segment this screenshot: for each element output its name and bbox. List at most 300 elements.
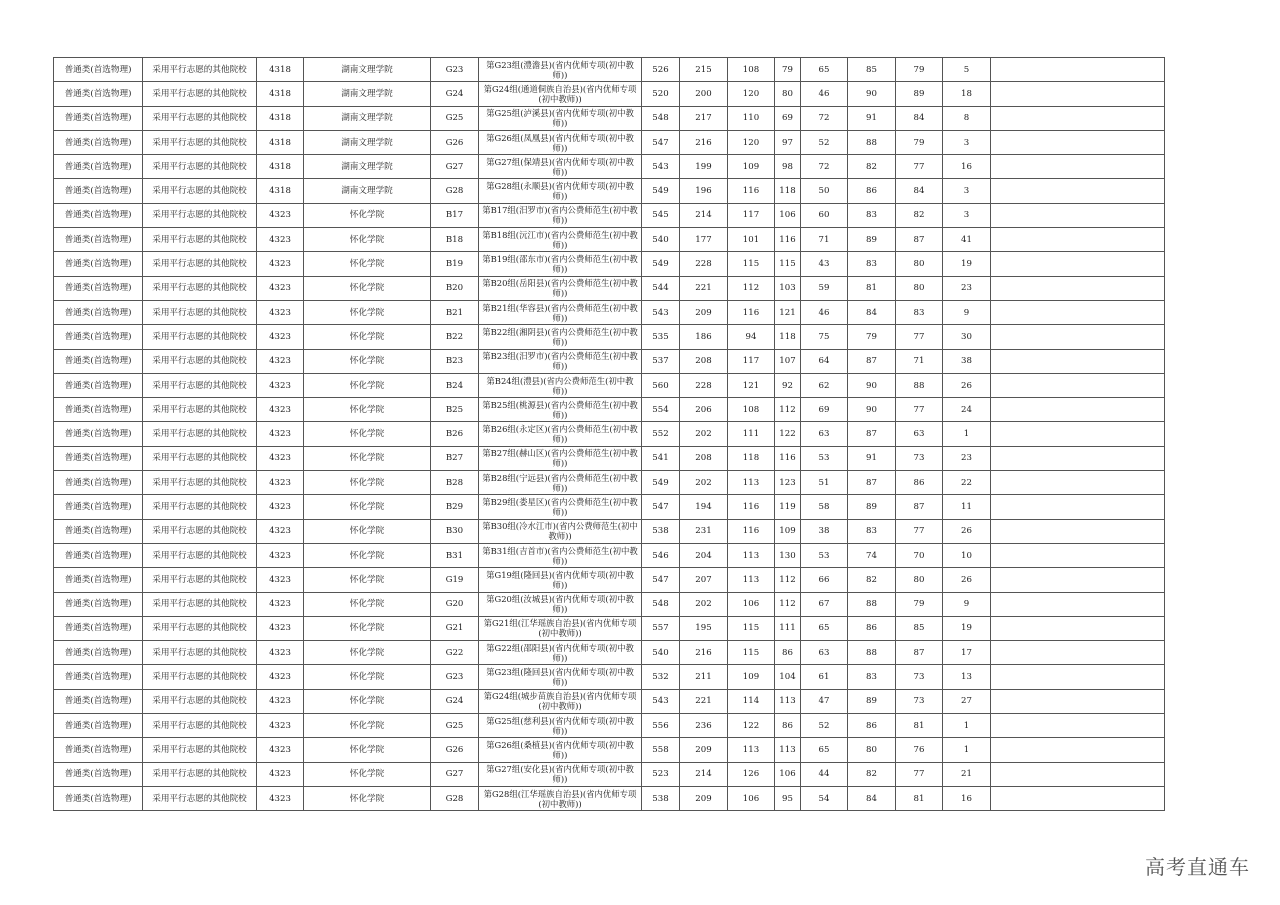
group-name-cell: 第B18组(沅江市)(省内公费师范生(初中教师)) bbox=[479, 228, 642, 252]
subject-score-3-cell: 95 bbox=[775, 786, 801, 810]
subject-score-2-cell: 106 bbox=[728, 786, 775, 810]
subject-score-4-cell: 69 bbox=[801, 398, 848, 422]
group-code-cell: B28 bbox=[431, 471, 479, 495]
batch-cell: 采用平行志愿的其他院校 bbox=[143, 349, 257, 373]
school-code-cell: 4323 bbox=[257, 422, 304, 446]
count-cell: 1 bbox=[943, 714, 991, 738]
subject-score-5-cell: 89 bbox=[848, 689, 896, 713]
table-row bbox=[54, 592, 1165, 616]
subject-score-5-cell: 87 bbox=[848, 422, 896, 446]
category-cell: 普通类(首选物理) bbox=[54, 616, 143, 640]
group-code-cell: B24 bbox=[431, 373, 479, 397]
score-cell: 557 bbox=[642, 616, 680, 640]
count-cell: 3 bbox=[943, 130, 991, 154]
count-cell: 13 bbox=[943, 665, 991, 689]
subject-score-5-cell: 88 bbox=[848, 130, 896, 154]
subject-score-5-cell: 89 bbox=[848, 228, 896, 252]
subject-score-6-cell: 84 bbox=[896, 106, 943, 130]
subject-score-1-cell: 202 bbox=[680, 422, 728, 446]
subject-score-3-cell: 130 bbox=[775, 543, 801, 567]
subject-score-4-cell: 72 bbox=[801, 155, 848, 179]
note-cell bbox=[991, 495, 1165, 519]
school-code-cell: 4323 bbox=[257, 228, 304, 252]
subject-score-6-cell: 63 bbox=[896, 422, 943, 446]
subject-score-2-cell: 116 bbox=[728, 300, 775, 324]
note-cell bbox=[991, 179, 1165, 203]
subject-score-5-cell: 86 bbox=[848, 179, 896, 203]
category-cell: 普通类(首选物理) bbox=[54, 106, 143, 130]
table-row bbox=[54, 616, 1165, 640]
group-code-cell: B22 bbox=[431, 325, 479, 349]
subject-score-1-cell: 195 bbox=[680, 616, 728, 640]
subject-score-4-cell: 65 bbox=[801, 738, 848, 762]
category-cell: 普通类(首选物理) bbox=[54, 325, 143, 349]
batch-cell: 采用平行志愿的其他院校 bbox=[143, 665, 257, 689]
subject-score-2-cell: 115 bbox=[728, 616, 775, 640]
category-cell: 普通类(首选物理) bbox=[54, 252, 143, 276]
school-name-cell: 怀化学院 bbox=[304, 373, 431, 397]
count-cell: 26 bbox=[943, 568, 991, 592]
table-row bbox=[54, 762, 1165, 786]
table-row bbox=[54, 714, 1165, 738]
school-name-cell: 怀化学院 bbox=[304, 422, 431, 446]
subject-score-2-cell: 115 bbox=[728, 252, 775, 276]
category-cell: 普通类(首选物理) bbox=[54, 203, 143, 227]
subject-score-2-cell: 120 bbox=[728, 82, 775, 106]
subject-score-5-cell: 83 bbox=[848, 519, 896, 543]
count-cell: 38 bbox=[943, 349, 991, 373]
count-cell: 1 bbox=[943, 738, 991, 762]
batch-cell: 采用平行志愿的其他院校 bbox=[143, 228, 257, 252]
subject-score-6-cell: 81 bbox=[896, 786, 943, 810]
subject-score-5-cell: 87 bbox=[848, 471, 896, 495]
school-name-cell: 湖南文理学院 bbox=[304, 179, 431, 203]
count-cell: 3 bbox=[943, 203, 991, 227]
score-cell: 526 bbox=[642, 58, 680, 82]
school-name-cell: 怀化学院 bbox=[304, 689, 431, 713]
subject-score-3-cell: 92 bbox=[775, 373, 801, 397]
table-row bbox=[54, 568, 1165, 592]
subject-score-5-cell: 83 bbox=[848, 252, 896, 276]
count-cell: 41 bbox=[943, 228, 991, 252]
subject-score-4-cell: 38 bbox=[801, 519, 848, 543]
subject-score-6-cell: 87 bbox=[896, 495, 943, 519]
group-code-cell: G26 bbox=[431, 130, 479, 154]
subject-score-1-cell: 236 bbox=[680, 714, 728, 738]
note-cell bbox=[991, 325, 1165, 349]
subject-score-4-cell: 53 bbox=[801, 446, 848, 470]
school-code-cell: 4323 bbox=[257, 300, 304, 324]
group-name-cell: 第B25组(桃源县)(省内公费师范生(初中教师)) bbox=[479, 398, 642, 422]
subject-score-1-cell: 209 bbox=[680, 738, 728, 762]
subject-score-1-cell: 202 bbox=[680, 471, 728, 495]
group-name-cell: 第B20组(岳阳县)(省内公费师范生(初中教师)) bbox=[479, 276, 642, 300]
batch-cell: 采用平行志愿的其他院校 bbox=[143, 82, 257, 106]
subject-score-4-cell: 61 bbox=[801, 665, 848, 689]
group-name-cell: 第G24组(通道侗族自治县)(省内优师专项(初中教师)) bbox=[479, 82, 642, 106]
subject-score-2-cell: 106 bbox=[728, 592, 775, 616]
group-code-cell: G25 bbox=[431, 106, 479, 130]
school-code-cell: 4323 bbox=[257, 592, 304, 616]
category-cell: 普通类(首选物理) bbox=[54, 738, 143, 762]
subject-score-2-cell: 118 bbox=[728, 446, 775, 470]
subject-score-3-cell: 116 bbox=[775, 228, 801, 252]
group-code-cell: G20 bbox=[431, 592, 479, 616]
batch-cell: 采用平行志愿的其他院校 bbox=[143, 568, 257, 592]
subject-score-1-cell: 216 bbox=[680, 130, 728, 154]
group-code-cell: G27 bbox=[431, 762, 479, 786]
school-name-cell: 怀化学院 bbox=[304, 325, 431, 349]
subject-score-2-cell: 109 bbox=[728, 155, 775, 179]
school-name-cell: 怀化学院 bbox=[304, 495, 431, 519]
note-cell bbox=[991, 689, 1165, 713]
group-name-cell: 第B27组(赫山区)(省内公费师范生(初中教师)) bbox=[479, 446, 642, 470]
school-name-cell: 怀化学院 bbox=[304, 471, 431, 495]
group-name-cell: 第B30组(冷水江市)(省内公费师范生(初中教师)) bbox=[479, 519, 642, 543]
school-name-cell: 怀化学院 bbox=[304, 738, 431, 762]
subject-score-6-cell: 86 bbox=[896, 471, 943, 495]
group-name-cell: 第G28组(江华瑶族自治县)(省内优师专项(初中教师)) bbox=[479, 786, 642, 810]
score-cell: 547 bbox=[642, 130, 680, 154]
count-cell: 9 bbox=[943, 300, 991, 324]
note-cell bbox=[991, 130, 1165, 154]
table-row bbox=[54, 106, 1165, 130]
subject-score-5-cell: 83 bbox=[848, 665, 896, 689]
note-cell bbox=[991, 106, 1165, 130]
category-cell: 普通类(首选物理) bbox=[54, 179, 143, 203]
subject-score-1-cell: 200 bbox=[680, 82, 728, 106]
batch-cell: 采用平行志愿的其他院校 bbox=[143, 106, 257, 130]
group-code-cell: G28 bbox=[431, 786, 479, 810]
category-cell: 普通类(首选物理) bbox=[54, 398, 143, 422]
score-cell: 538 bbox=[642, 786, 680, 810]
table-row bbox=[54, 786, 1165, 810]
note-cell bbox=[991, 568, 1165, 592]
subject-score-6-cell: 73 bbox=[896, 689, 943, 713]
school-code-cell: 4323 bbox=[257, 714, 304, 738]
subject-score-3-cell: 107 bbox=[775, 349, 801, 373]
score-cell: 541 bbox=[642, 446, 680, 470]
subject-score-6-cell: 73 bbox=[896, 665, 943, 689]
note-cell bbox=[991, 398, 1165, 422]
count-cell: 23 bbox=[943, 276, 991, 300]
subject-score-6-cell: 79 bbox=[896, 130, 943, 154]
subject-score-2-cell: 120 bbox=[728, 130, 775, 154]
subject-score-6-cell: 77 bbox=[896, 325, 943, 349]
table-row bbox=[54, 446, 1165, 470]
count-cell: 16 bbox=[943, 155, 991, 179]
subject-score-3-cell: 106 bbox=[775, 203, 801, 227]
count-cell: 26 bbox=[943, 373, 991, 397]
note-cell bbox=[991, 373, 1165, 397]
subject-score-4-cell: 62 bbox=[801, 373, 848, 397]
note-cell bbox=[991, 762, 1165, 786]
subject-score-5-cell: 89 bbox=[848, 495, 896, 519]
subject-score-6-cell: 85 bbox=[896, 616, 943, 640]
batch-cell: 采用平行志愿的其他院校 bbox=[143, 155, 257, 179]
subject-score-6-cell: 80 bbox=[896, 568, 943, 592]
score-cell: 549 bbox=[642, 252, 680, 276]
school-code-cell: 4323 bbox=[257, 519, 304, 543]
note-cell bbox=[991, 641, 1165, 665]
score-cell: 520 bbox=[642, 82, 680, 106]
category-cell: 普通类(首选物理) bbox=[54, 495, 143, 519]
score-cell: 548 bbox=[642, 592, 680, 616]
category-cell: 普通类(首选物理) bbox=[54, 568, 143, 592]
subject-score-5-cell: 82 bbox=[848, 155, 896, 179]
table-row bbox=[54, 58, 1165, 82]
subject-score-2-cell: 116 bbox=[728, 519, 775, 543]
count-cell: 5 bbox=[943, 58, 991, 82]
table-row bbox=[54, 252, 1165, 276]
group-name-cell: 第B24组(澧县)(省内公费师范生(初中教师)) bbox=[479, 373, 642, 397]
note-cell bbox=[991, 228, 1165, 252]
subject-score-3-cell: 80 bbox=[775, 82, 801, 106]
school-name-cell: 怀化学院 bbox=[304, 276, 431, 300]
school-name-cell: 怀化学院 bbox=[304, 665, 431, 689]
subject-score-6-cell: 84 bbox=[896, 179, 943, 203]
group-code-cell: G24 bbox=[431, 82, 479, 106]
table-row bbox=[54, 325, 1165, 349]
subject-score-5-cell: 90 bbox=[848, 398, 896, 422]
category-cell: 普通类(首选物理) bbox=[54, 373, 143, 397]
subject-score-4-cell: 65 bbox=[801, 58, 848, 82]
subject-score-3-cell: 122 bbox=[775, 422, 801, 446]
school-name-cell: 怀化学院 bbox=[304, 446, 431, 470]
category-cell: 普通类(首选物理) bbox=[54, 422, 143, 446]
school-name-cell: 怀化学院 bbox=[304, 616, 431, 640]
school-code-cell: 4318 bbox=[257, 106, 304, 130]
subject-score-4-cell: 67 bbox=[801, 592, 848, 616]
subject-score-3-cell: 98 bbox=[775, 155, 801, 179]
subject-score-3-cell: 79 bbox=[775, 58, 801, 82]
subject-score-4-cell: 52 bbox=[801, 714, 848, 738]
batch-cell: 采用平行志愿的其他院校 bbox=[143, 179, 257, 203]
count-cell: 10 bbox=[943, 543, 991, 567]
note-cell bbox=[991, 592, 1165, 616]
category-cell: 普通类(首选物理) bbox=[54, 58, 143, 82]
batch-cell: 采用平行志愿的其他院校 bbox=[143, 446, 257, 470]
note-cell bbox=[991, 616, 1165, 640]
school-name-cell: 怀化学院 bbox=[304, 349, 431, 373]
group-name-cell: 第B28组(宁远县)(省内公费师范生(初中教师)) bbox=[479, 471, 642, 495]
group-code-cell: G25 bbox=[431, 714, 479, 738]
batch-cell: 采用平行志愿的其他院校 bbox=[143, 300, 257, 324]
school-code-cell: 4323 bbox=[257, 665, 304, 689]
school-code-cell: 4323 bbox=[257, 641, 304, 665]
subject-score-6-cell: 71 bbox=[896, 349, 943, 373]
note-cell bbox=[991, 446, 1165, 470]
subject-score-5-cell: 82 bbox=[848, 568, 896, 592]
group-name-cell: 第G27组(保靖县)(省内优师专项(初中教师)) bbox=[479, 155, 642, 179]
group-code-cell: B20 bbox=[431, 276, 479, 300]
subject-score-4-cell: 44 bbox=[801, 762, 848, 786]
note-cell bbox=[991, 738, 1165, 762]
count-cell: 22 bbox=[943, 471, 991, 495]
note-cell bbox=[991, 519, 1165, 543]
subject-score-1-cell: 199 bbox=[680, 155, 728, 179]
subject-score-3-cell: 112 bbox=[775, 568, 801, 592]
batch-cell: 采用平行志愿的其他院校 bbox=[143, 276, 257, 300]
subject-score-5-cell: 81 bbox=[848, 276, 896, 300]
school-code-cell: 4323 bbox=[257, 786, 304, 810]
score-cell: 538 bbox=[642, 519, 680, 543]
school-code-cell: 4323 bbox=[257, 373, 304, 397]
school-code-cell: 4323 bbox=[257, 495, 304, 519]
subject-score-4-cell: 59 bbox=[801, 276, 848, 300]
subject-score-4-cell: 52 bbox=[801, 130, 848, 154]
group-code-cell: B19 bbox=[431, 252, 479, 276]
school-code-cell: 4323 bbox=[257, 738, 304, 762]
group-name-cell: 第G25组(慈利县)(省内优师专项(初中教师)) bbox=[479, 714, 642, 738]
admission-score-table bbox=[53, 57, 1165, 811]
table-row bbox=[54, 228, 1165, 252]
table-row bbox=[54, 398, 1165, 422]
table-row bbox=[54, 349, 1165, 373]
count-cell: 27 bbox=[943, 689, 991, 713]
group-name-cell: 第B23组(汨罗市)(省内公费师范生(初中教师)) bbox=[479, 349, 642, 373]
subject-score-3-cell: 109 bbox=[775, 519, 801, 543]
category-cell: 普通类(首选物理) bbox=[54, 446, 143, 470]
subject-score-4-cell: 72 bbox=[801, 106, 848, 130]
table-row bbox=[54, 422, 1165, 446]
subject-score-4-cell: 63 bbox=[801, 422, 848, 446]
subject-score-3-cell: 113 bbox=[775, 689, 801, 713]
group-code-cell: B18 bbox=[431, 228, 479, 252]
table-row bbox=[54, 203, 1165, 227]
table-row bbox=[54, 543, 1165, 567]
count-cell: 24 bbox=[943, 398, 991, 422]
school-name-cell: 怀化学院 bbox=[304, 714, 431, 738]
school-name-cell: 怀化学院 bbox=[304, 252, 431, 276]
school-code-cell: 4323 bbox=[257, 398, 304, 422]
subject-score-1-cell: 204 bbox=[680, 543, 728, 567]
subject-score-5-cell: 74 bbox=[848, 543, 896, 567]
subject-score-1-cell: 206 bbox=[680, 398, 728, 422]
subject-score-1-cell: 202 bbox=[680, 592, 728, 616]
group-code-cell: B30 bbox=[431, 519, 479, 543]
score-cell: 552 bbox=[642, 422, 680, 446]
school-code-cell: 4323 bbox=[257, 689, 304, 713]
category-cell: 普通类(首选物理) bbox=[54, 228, 143, 252]
subject-score-3-cell: 86 bbox=[775, 641, 801, 665]
group-code-cell: G23 bbox=[431, 665, 479, 689]
subject-score-4-cell: 63 bbox=[801, 641, 848, 665]
school-name-cell: 怀化学院 bbox=[304, 592, 431, 616]
subject-score-3-cell: 115 bbox=[775, 252, 801, 276]
watermark-logo-text: 高考直通车 bbox=[1145, 855, 1250, 879]
school-code-cell: 4323 bbox=[257, 568, 304, 592]
note-cell bbox=[991, 203, 1165, 227]
note-cell bbox=[991, 276, 1165, 300]
group-code-cell: G26 bbox=[431, 738, 479, 762]
subject-score-5-cell: 84 bbox=[848, 786, 896, 810]
count-cell: 9 bbox=[943, 592, 991, 616]
subject-score-4-cell: 53 bbox=[801, 543, 848, 567]
score-cell: 537 bbox=[642, 349, 680, 373]
school-name-cell: 怀化学院 bbox=[304, 203, 431, 227]
group-name-cell: 第B29组(娄星区)(省内公费师范生(初中教师)) bbox=[479, 495, 642, 519]
subject-score-2-cell: 113 bbox=[728, 738, 775, 762]
count-cell: 3 bbox=[943, 179, 991, 203]
category-cell: 普通类(首选物理) bbox=[54, 641, 143, 665]
subject-score-5-cell: 88 bbox=[848, 592, 896, 616]
subject-score-4-cell: 65 bbox=[801, 616, 848, 640]
subject-score-2-cell: 117 bbox=[728, 203, 775, 227]
school-code-cell: 4318 bbox=[257, 155, 304, 179]
score-cell: 543 bbox=[642, 300, 680, 324]
batch-cell: 采用平行志愿的其他院校 bbox=[143, 762, 257, 786]
score-cell: 554 bbox=[642, 398, 680, 422]
subject-score-2-cell: 126 bbox=[728, 762, 775, 786]
group-name-cell: 第B19组(邵东市)(省内公费师范生(初中教师)) bbox=[479, 252, 642, 276]
school-code-cell: 4323 bbox=[257, 762, 304, 786]
subject-score-3-cell: 113 bbox=[775, 738, 801, 762]
count-cell: 19 bbox=[943, 252, 991, 276]
subject-score-2-cell: 94 bbox=[728, 325, 775, 349]
subject-score-4-cell: 46 bbox=[801, 300, 848, 324]
count-cell: 23 bbox=[943, 446, 991, 470]
group-name-cell: 第B26组(永定区)(省内公费师范生(初中教师)) bbox=[479, 422, 642, 446]
note-cell bbox=[991, 155, 1165, 179]
group-name-cell: 第G22组(邵阳县)(省内优师专项(初中教师)) bbox=[479, 641, 642, 665]
school-code-cell: 4318 bbox=[257, 82, 304, 106]
subject-score-1-cell: 208 bbox=[680, 349, 728, 373]
subject-score-1-cell: 228 bbox=[680, 252, 728, 276]
subject-score-5-cell: 88 bbox=[848, 641, 896, 665]
school-code-cell: 4323 bbox=[257, 471, 304, 495]
subject-score-6-cell: 89 bbox=[896, 82, 943, 106]
batch-cell: 采用平行志愿的其他院校 bbox=[143, 786, 257, 810]
count-cell: 16 bbox=[943, 786, 991, 810]
school-name-cell: 怀化学院 bbox=[304, 786, 431, 810]
table-row bbox=[54, 300, 1165, 324]
subject-score-5-cell: 82 bbox=[848, 762, 896, 786]
batch-cell: 采用平行志愿的其他院校 bbox=[143, 422, 257, 446]
table-row bbox=[54, 82, 1165, 106]
subject-score-6-cell: 80 bbox=[896, 252, 943, 276]
batch-cell: 采用平行志愿的其他院校 bbox=[143, 203, 257, 227]
count-cell: 30 bbox=[943, 325, 991, 349]
school-code-cell: 4323 bbox=[257, 349, 304, 373]
subject-score-6-cell: 79 bbox=[896, 58, 943, 82]
subject-score-6-cell: 77 bbox=[896, 519, 943, 543]
subject-score-4-cell: 47 bbox=[801, 689, 848, 713]
category-cell: 普通类(首选物理) bbox=[54, 592, 143, 616]
school-code-cell: 4318 bbox=[257, 179, 304, 203]
subject-score-1-cell: 214 bbox=[680, 762, 728, 786]
subject-score-6-cell: 80 bbox=[896, 276, 943, 300]
batch-cell: 采用平行志愿的其他院校 bbox=[143, 471, 257, 495]
score-cell: 540 bbox=[642, 641, 680, 665]
group-code-cell: B23 bbox=[431, 349, 479, 373]
subject-score-5-cell: 91 bbox=[848, 446, 896, 470]
subject-score-3-cell: 106 bbox=[775, 762, 801, 786]
subject-score-3-cell: 86 bbox=[775, 714, 801, 738]
batch-cell: 采用平行志愿的其他院校 bbox=[143, 689, 257, 713]
subject-score-4-cell: 54 bbox=[801, 786, 848, 810]
category-cell: 普通类(首选物理) bbox=[54, 130, 143, 154]
table-row bbox=[54, 471, 1165, 495]
subject-score-3-cell: 69 bbox=[775, 106, 801, 130]
group-name-cell: 第G19组(隆回县)(省内优师专项(初中教师)) bbox=[479, 568, 642, 592]
subject-score-2-cell: 121 bbox=[728, 373, 775, 397]
subject-score-2-cell: 116 bbox=[728, 179, 775, 203]
subject-score-6-cell: 83 bbox=[896, 300, 943, 324]
table-row bbox=[54, 519, 1165, 543]
subject-score-4-cell: 43 bbox=[801, 252, 848, 276]
subject-score-2-cell: 113 bbox=[728, 471, 775, 495]
